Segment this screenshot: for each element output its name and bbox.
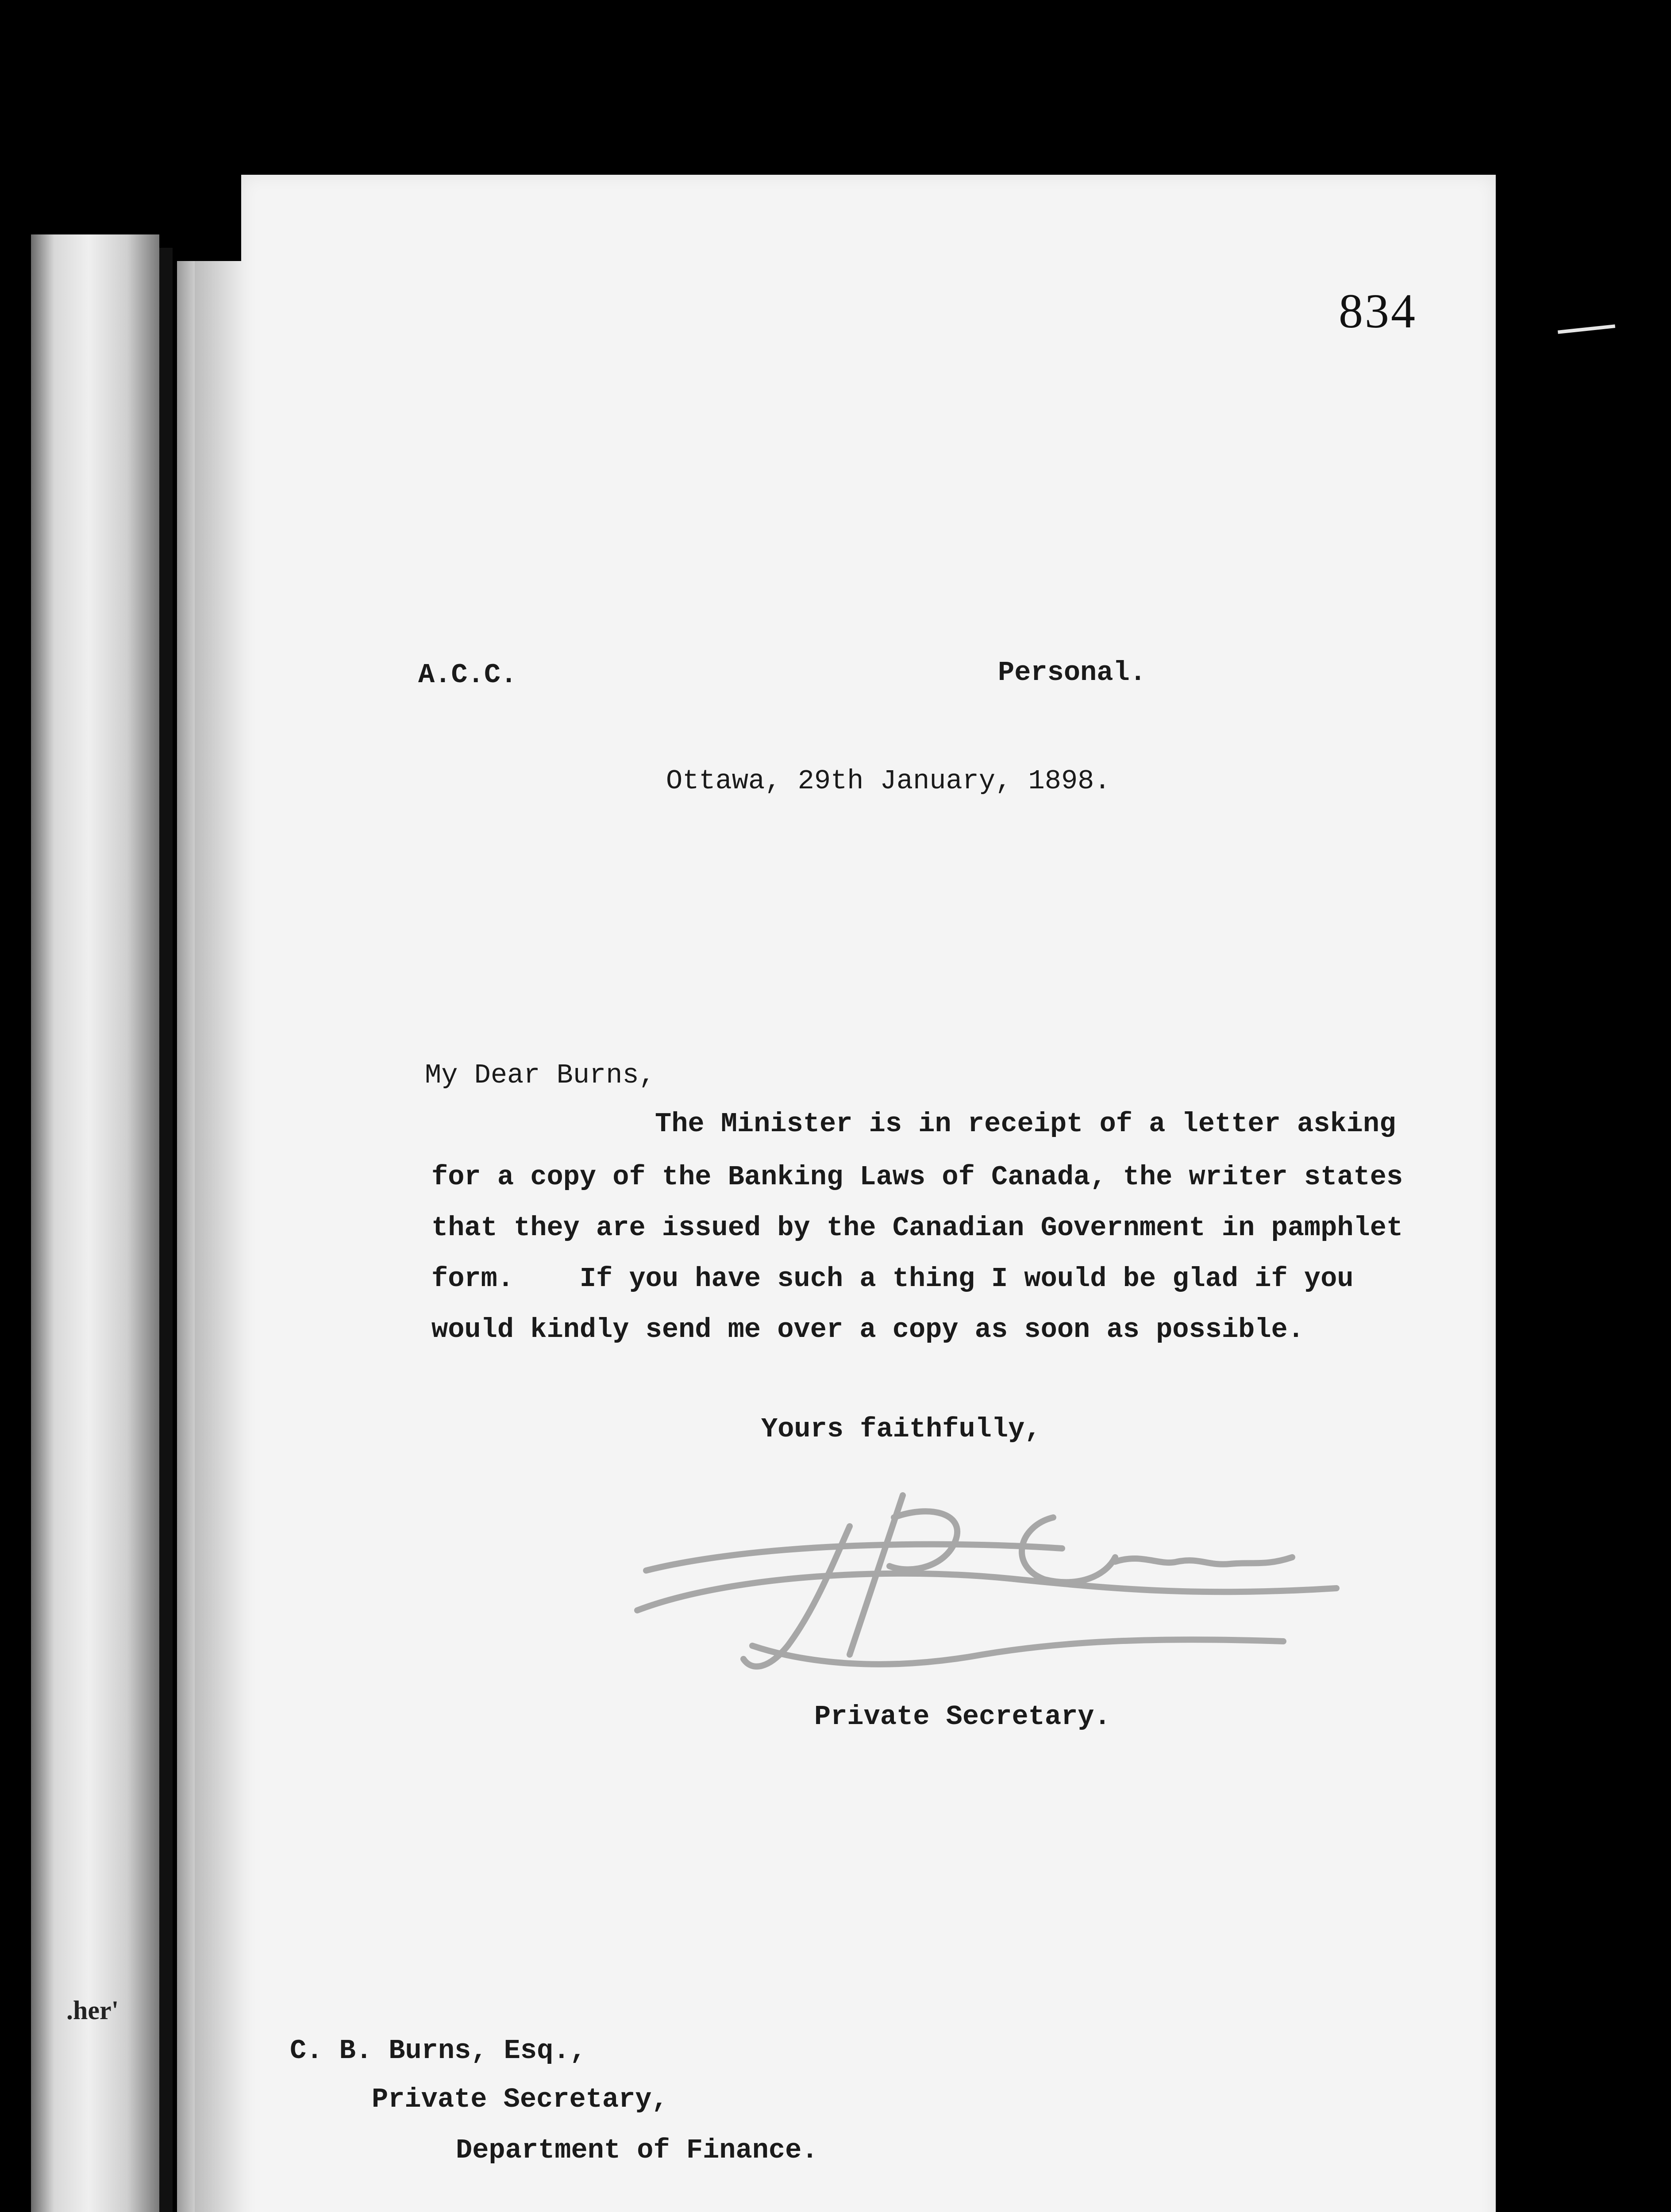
spine-shadow [159,248,173,2212]
handwritten-signature [620,1478,1381,1690]
addressee-name: C. B. Burns, Esq., [290,2035,586,2066]
body-line: form. If you have such a thing I would be glad if you [431,1263,1354,1294]
file-reference: A.C.C. [418,659,517,691]
spine-fragment-text: .her' [66,1996,119,2025]
folio-number: 834 [1339,284,1417,338]
volume-spine [31,234,159,2212]
addressee-position: Private Secretary, [372,2084,668,2115]
salutation: My Dear Burns, [425,1060,655,1091]
page-curl [195,261,248,2212]
letter-page [241,175,1496,2212]
edge-mark [1558,324,1615,334]
body-line: for a copy of the Banking Laws of Canada, the writer states [431,1161,1403,1193]
dateline: Ottawa, 29th January, 1898. [666,765,1111,797]
body-line: would kindly send me over a copy as soon as possible. [431,1314,1304,1345]
body-line: The Minister is in receipt of a letter asking [655,1108,1396,1140]
closing: Yours faithfully, [761,1413,1041,1445]
signatory-title: Private Secretary. [814,1701,1111,1732]
addressee-department: Department of Finance. [456,2135,818,2166]
personal-marking: Personal. [998,657,1146,688]
body-line: that they are issued by the Canadian Government in pamphlet [431,1212,1403,1244]
